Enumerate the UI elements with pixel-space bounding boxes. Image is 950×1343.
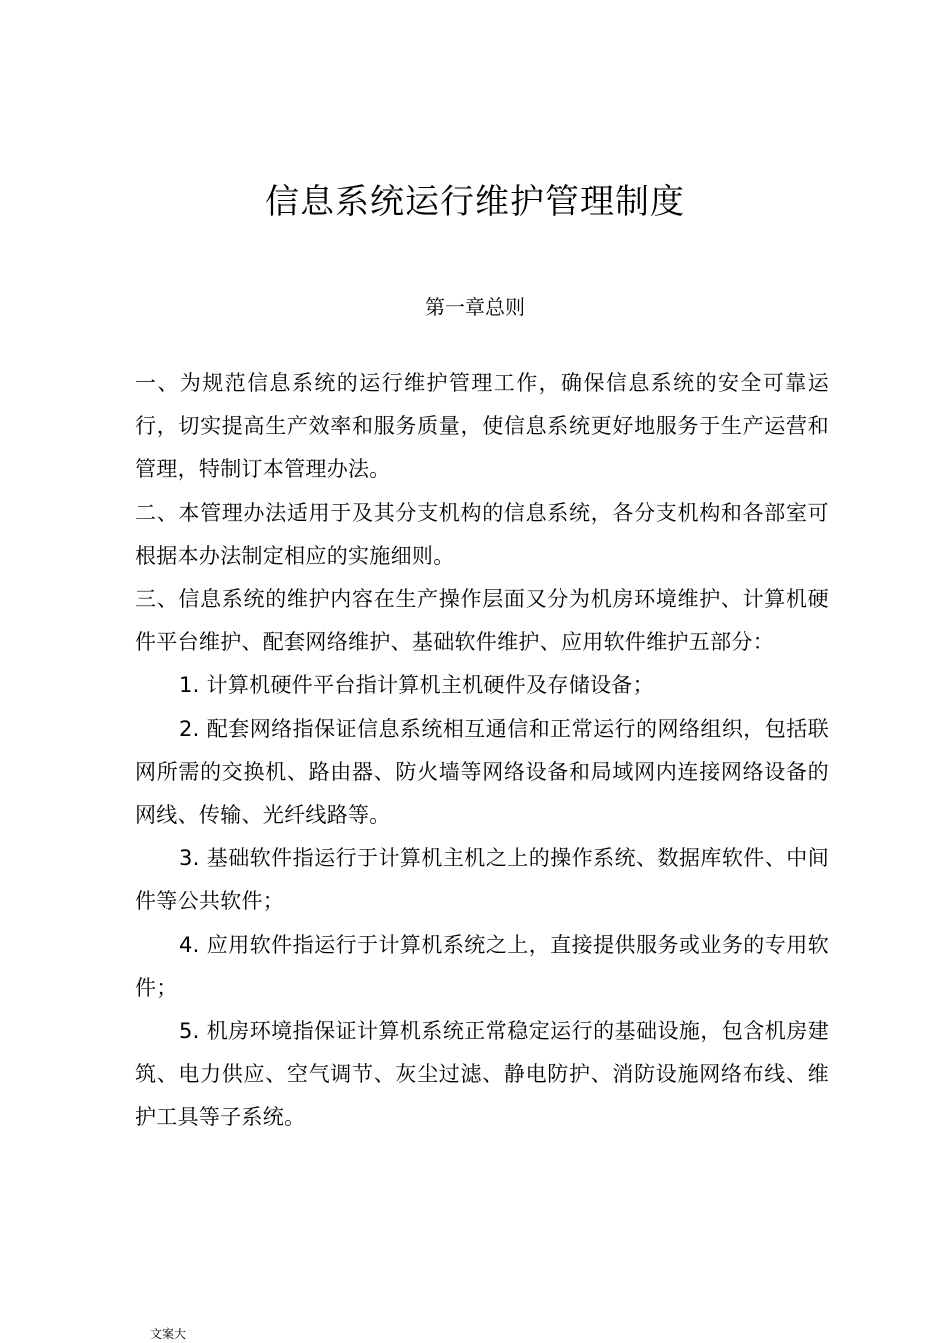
list-item-network: 2. 配套网络指保证信息系统相互通信和正常运行的网络组织，包括联网所需的交换机、路由器、防火墙等网络设备和局域网内连接网络设备的网线、传输、光纤线路等。 xyxy=(135,716,829,828)
document-body xyxy=(135,362,829,1140)
list-item-machine-room: 5. 机房环境指保证计算机系统正常稳定运行的基础设施，包含机房建筑、电力供应、空气调节、灰尘过滤、静电防护、消防设施网络布线、维护工具等子系统。 xyxy=(135,1019,829,1130)
page-footer: 文案大 xyxy=(150,1327,187,1341)
paragraph-2: 二、本管理办法适用于及其分支机构的信息系统，各分支机构和各部室可根据本办法制定相应的实施细则。 xyxy=(135,500,829,568)
chapter-heading: 第一章总则 xyxy=(425,295,525,319)
paragraph-3: 三、信息系统的维护内容在生产操作层面又分为机房环境维护、计算机硬件平台维护、配套网络维护、基础软件维护、应用软件维护五部分： xyxy=(135,587,829,655)
document-title: 信息系统运行维护管理制度 xyxy=(265,182,685,222)
list-item-hardware: 1. 计算机硬件平台指计算机主机硬件及存储设备； xyxy=(179,673,654,698)
paragraph-1: 一、为规范信息系统的运行维护管理工作，确保信息系统的安全可靠运行，切实提高生产效率和服务质量，使信息系统更好地服务于生产运营和管理，特制订本管理办法。 xyxy=(135,371,829,482)
list-item-base-software: 3. 基础软件指运行于计算机主机之上的操作系统、数据库软件、中间件等公共软件； xyxy=(135,846,829,914)
list-item-application-software: 4. 应用软件指运行于计算机系统之上，直接提供服务或业务的专用软件； xyxy=(135,932,829,1000)
